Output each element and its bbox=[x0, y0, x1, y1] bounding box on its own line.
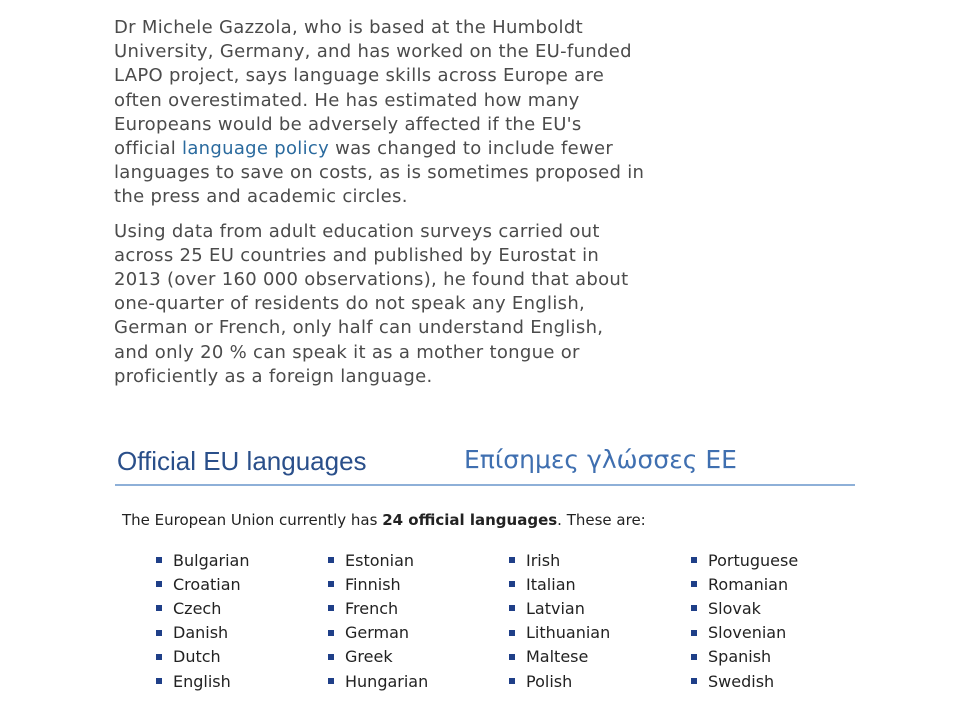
text-line: Dr Michele Gazzola, who is based at the Humboldt bbox=[114, 17, 583, 38]
language-name: Irish bbox=[526, 550, 561, 570]
list-item bbox=[509, 621, 610, 645]
bullet-icon bbox=[156, 678, 162, 684]
text-line: German or French, only half can understand English, bbox=[114, 317, 604, 339]
text-line: one-quarter of residents do not speak any English, bbox=[114, 293, 586, 315]
language-name: Slovak bbox=[708, 598, 761, 618]
list-item bbox=[691, 621, 798, 645]
intro-text: . These are: bbox=[557, 511, 646, 529]
paragraph-2 bbox=[114, 220, 854, 389]
bullet-icon bbox=[328, 654, 334, 660]
bullet-icon bbox=[156, 654, 162, 660]
text-line: often overestimated. He has estimated how many bbox=[114, 89, 580, 111]
list-item bbox=[156, 572, 250, 596]
text-line: University, Germany, and has worked on the EU-funded bbox=[114, 41, 632, 63]
bullet-icon bbox=[691, 557, 697, 563]
list-item bbox=[691, 548, 798, 572]
language-name: Portuguese bbox=[708, 550, 799, 570]
language-name: Czech bbox=[173, 598, 222, 618]
language-name: Estonian bbox=[345, 550, 415, 570]
text-line: the press and academic circles. bbox=[114, 186, 408, 208]
heading-greek: Επίσημες γλώσσες ΕΕ bbox=[464, 445, 737, 474]
language-name: Hungarian bbox=[345, 671, 429, 691]
languages-column-2 bbox=[328, 548, 428, 693]
bullet-icon bbox=[691, 678, 697, 684]
text-line: and only 20 % can speak it as a mother tongue or bbox=[114, 341, 580, 363]
bullet-icon bbox=[691, 605, 697, 611]
bullet-icon bbox=[328, 605, 334, 611]
heading-english: Official EU languages bbox=[117, 446, 367, 476]
bullet-icon bbox=[509, 557, 515, 563]
text-line: Using data from adult education surveys carried out bbox=[114, 220, 600, 242]
language-name: Croatian bbox=[173, 574, 241, 594]
list-item bbox=[509, 669, 610, 693]
text-line-with-link bbox=[114, 137, 854, 161]
list-item bbox=[328, 621, 428, 645]
language-name: Danish bbox=[173, 623, 229, 643]
intro-text: The European Union currently has bbox=[122, 511, 383, 529]
list-item bbox=[691, 669, 798, 693]
language-name: Spanish bbox=[708, 647, 772, 667]
language-name: French bbox=[345, 598, 399, 618]
language-name: Romanian bbox=[708, 574, 789, 594]
article-text bbox=[114, 16, 854, 399]
list-item bbox=[156, 548, 250, 572]
language-name: Latvian bbox=[526, 598, 585, 618]
list-item bbox=[509, 596, 610, 620]
language-name: Swedish bbox=[708, 671, 775, 691]
bullet-icon bbox=[509, 605, 515, 611]
text-line: LAPO project, says language skills across Europe are bbox=[114, 65, 605, 87]
text-line: across 25 EU countries and published by Eurostat in bbox=[114, 244, 600, 266]
languages-column-3 bbox=[509, 548, 610, 693]
language-name: Italian bbox=[526, 574, 576, 594]
language-name: Greek bbox=[345, 647, 393, 667]
list-item bbox=[156, 669, 250, 693]
language-name: German bbox=[345, 623, 410, 643]
bullet-icon bbox=[156, 581, 162, 587]
list-item bbox=[328, 572, 428, 596]
list-item bbox=[156, 596, 250, 620]
list-item bbox=[328, 645, 428, 669]
bullet-icon bbox=[328, 581, 334, 587]
language-name: Slovenian bbox=[708, 623, 787, 643]
languages-column-1 bbox=[156, 548, 250, 693]
bullet-icon bbox=[328, 678, 334, 684]
intro-bold: 24 official languages bbox=[382, 511, 558, 529]
language-name: Finnish bbox=[345, 574, 401, 594]
bullet-icon bbox=[509, 581, 515, 587]
section-heading bbox=[115, 444, 855, 486]
language-name: English bbox=[173, 671, 231, 691]
list-item bbox=[328, 548, 428, 572]
text-fragment: was changed to include fewer bbox=[329, 138, 614, 160]
text-line: 2013 (over 160 000 observations), he found that about bbox=[114, 269, 629, 291]
language-name: Bulgarian bbox=[173, 550, 250, 570]
bullet-icon bbox=[691, 654, 697, 660]
text-line: languages to save on costs, as is sometimes proposed in bbox=[114, 162, 645, 184]
text-line: Europeans would be adversely affected if the EU's bbox=[114, 113, 582, 135]
languages-intro bbox=[122, 511, 646, 529]
list-item bbox=[691, 596, 798, 620]
list-item bbox=[328, 596, 428, 620]
bullet-icon bbox=[691, 581, 697, 587]
list-item bbox=[328, 669, 428, 693]
list-item bbox=[156, 621, 250, 645]
bullet-icon bbox=[328, 557, 334, 563]
language-policy-link[interactable]: language policy bbox=[182, 138, 330, 160]
bullet-icon bbox=[328, 630, 334, 636]
languages-list bbox=[156, 548, 856, 698]
language-name: Maltese bbox=[526, 647, 589, 667]
bullet-icon bbox=[156, 557, 162, 563]
bullet-icon bbox=[509, 654, 515, 660]
language-name: Lithuanian bbox=[526, 623, 611, 643]
languages-column-4 bbox=[691, 548, 798, 693]
bullet-icon bbox=[156, 605, 162, 611]
list-item bbox=[691, 645, 798, 669]
bullet-icon bbox=[509, 678, 515, 684]
bullet-icon bbox=[509, 630, 515, 636]
bullet-icon bbox=[156, 630, 162, 636]
bullet-icon bbox=[691, 630, 697, 636]
text-line: proficiently as a foreign language. bbox=[114, 365, 433, 387]
list-item bbox=[691, 572, 798, 596]
list-item bbox=[156, 645, 250, 669]
text-fragment: official bbox=[114, 138, 183, 160]
list-item bbox=[509, 645, 610, 669]
list-item bbox=[509, 548, 610, 572]
language-name: Dutch bbox=[173, 647, 221, 667]
paragraph-1 bbox=[114, 16, 854, 210]
language-name: Polish bbox=[526, 671, 573, 691]
list-item bbox=[509, 572, 610, 596]
